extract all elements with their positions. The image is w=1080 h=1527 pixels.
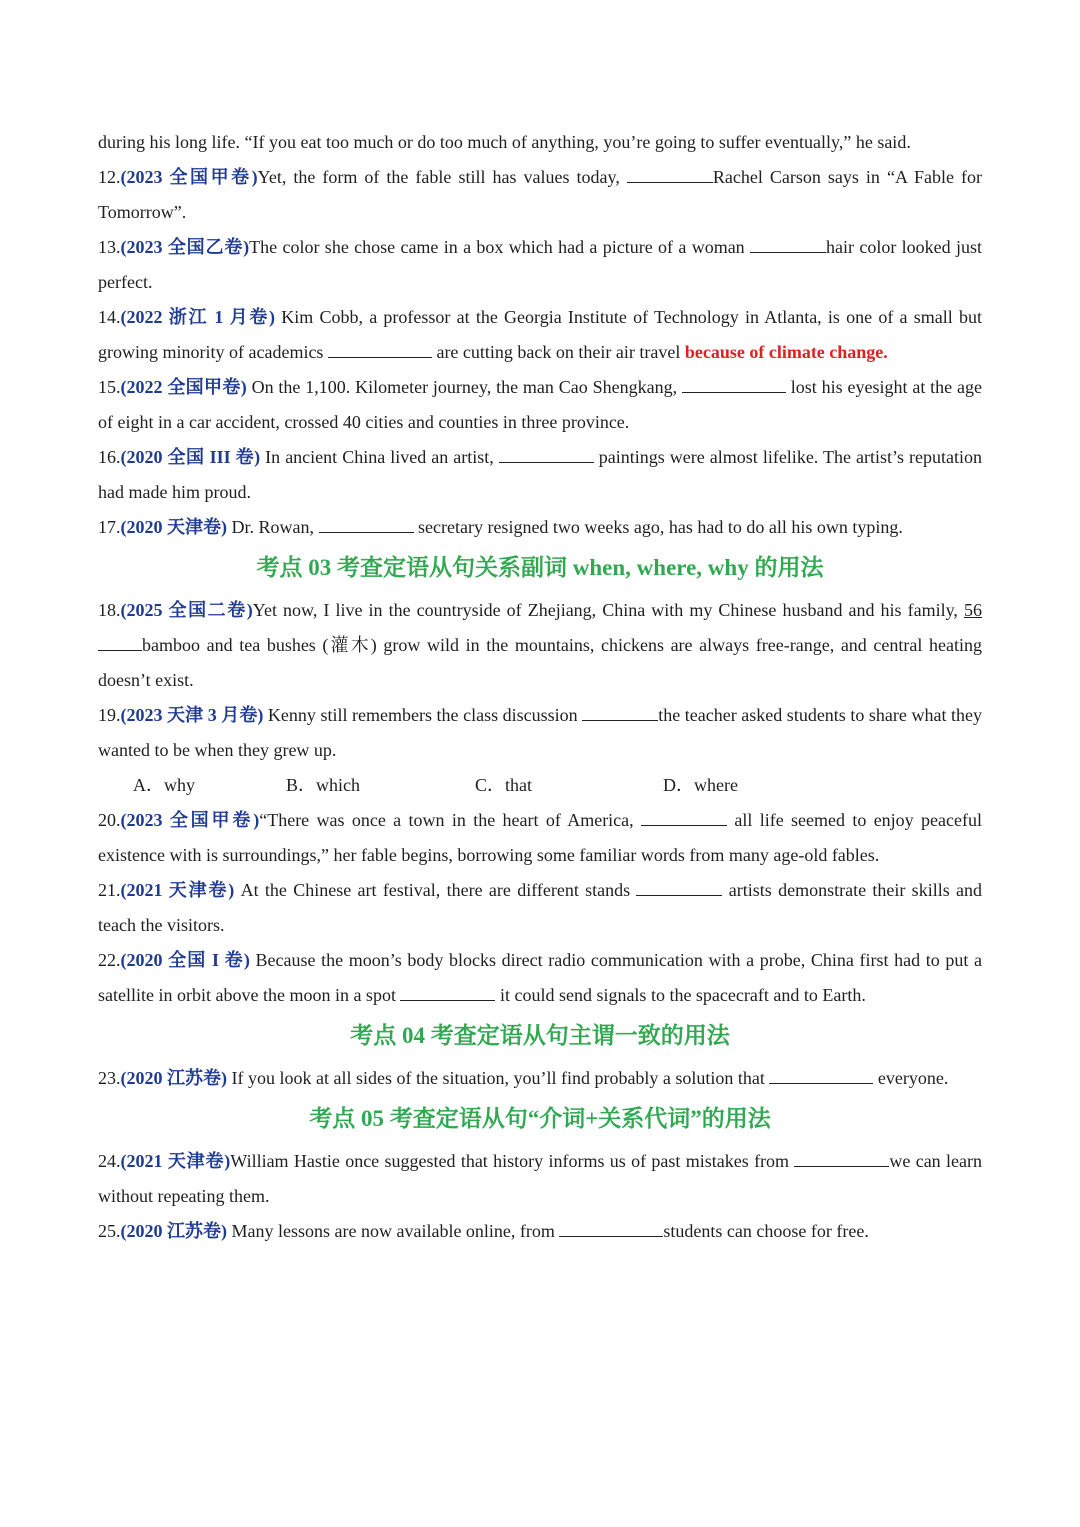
question-13: 13.(2023 全国乙卷)The color she chose came in a box which had a picture of a woman hair color looked just perfect.: [98, 230, 982, 300]
question-24: 24.(2021 天津卷)William Hastie once suggested that history informs us of past mistakes from we can learn without repeating them.: [98, 1144, 982, 1214]
answer-blank[interactable]: [98, 632, 142, 651]
question-17: 17.(2020 天津卷) Dr. Rowan, secretary resigned two weeks ago, has had to do all his own typing.: [98, 510, 982, 545]
answer-blank[interactable]: [328, 339, 432, 358]
section-heading-05: 考点 05 考查定语从句“介词+关系代词”的用法: [309, 1106, 771, 1131]
option-b[interactable]: B．which: [286, 775, 360, 795]
source-tag: (2022 全国甲卷): [120, 377, 247, 397]
question-23: 23.(2020 江苏卷) If you look at all sides of the situation, you’ll find probably a solution that everyone.: [98, 1061, 982, 1096]
source-tag: (2020 全国 I 卷): [120, 950, 250, 970]
question-19: 19.(2023 天津 3 月卷) Kenny still remembers the class discussion the teacher asked students to share what they wanted to be when they grew up.: [98, 698, 982, 768]
source-tag: (2020 江苏卷): [120, 1221, 227, 1241]
answer-blank[interactable]: [641, 807, 727, 826]
answer-blank[interactable]: [750, 234, 826, 253]
question-18: 18.(2025 全国二卷)Yet now, I live in the countryside of Zhejiang, China with my Chinese husband and his family, 56bamboo and tea bushes (灌木) grow wild in the mountains, chickens are always free-range, and central heating doesn’t exist.: [98, 600, 982, 690]
source-tag: (2020 全国 III 卷): [120, 447, 261, 467]
question-22: 22.(2020 全国 I 卷) Because the moon’s body blocks direct radio communication with a probe, China first had to put a satellite in orbit above the moon in a spot it could send signals to the spacecraft and to Earth.: [98, 950, 982, 1005]
source-tag: (2020 江苏卷): [120, 1068, 227, 1088]
answer-blank[interactable]: [559, 1218, 663, 1237]
highlight-text: because of climate change.: [684, 342, 888, 362]
answer-blank[interactable]: [794, 1148, 889, 1167]
answer-blank[interactable]: [769, 1065, 873, 1084]
answer-blank[interactable]: [319, 514, 414, 533]
source-tag: (2023 全国乙卷): [120, 237, 250, 257]
source-tag: (2022 浙江 1 月卷): [120, 307, 276, 327]
worksheet-page: [98, 125, 982, 1249]
question-15: 15.(2022 全国甲卷) On the 1,100. Kilometer journey, the man Cao Shengkang, lost his eyesight at the age of eight in a car accident, crossed 40 cities and counties in three province.: [98, 370, 982, 440]
option-c[interactable]: C．that: [475, 775, 532, 795]
source-tag: (2021 天津卷): [120, 1151, 231, 1171]
source-tag: (2020 天津卷): [120, 517, 227, 537]
answer-blank[interactable]: [682, 374, 786, 393]
section-heading-03: 考点 03 考查定语从句关系副词 when, where, why 的用法: [256, 555, 824, 580]
source-tag: (2025 全国二卷): [120, 600, 253, 620]
question-21: 21.(2021 天津卷) At the Chinese art festival, there are different stands artists demonstrate their skills and teach the visitors.: [98, 873, 982, 943]
question-20: 20.(2023 全国甲卷)“There was once a town in the heart of America, all life seemed to enjoy peaceful existence with is surroundings,” her fable begins, borrowing some familiar words from many age-old fables.: [98, 803, 982, 873]
section-heading-04: 考点 04 考查定语从句主谓一致的用法: [350, 1023, 730, 1048]
question-12: 12.(2023 全国甲卷)Yet, the form of the fable still has values today, Rachel Carson says in “A Fable for Tomorrow”.: [98, 160, 982, 230]
answer-blank[interactable]: [582, 702, 658, 721]
question-14: 14.(2022 浙江 1 月卷) Kim Cobb, a professor at the Georgia Institute of Technology in Atlanta, is one of a small but growing minority of academics are cutting back on their air travel because of climate change.: [98, 307, 982, 362]
blank-number: 56: [964, 600, 982, 620]
answer-blank[interactable]: [400, 982, 495, 1001]
answer-blank[interactable]: [627, 164, 713, 183]
source-tag: (2023 全国甲卷): [120, 167, 258, 187]
question-16: 16.(2020 全国 III 卷) In ancient China lived an artist, paintings were almost lifelike. The artist’s reputation had made him proud.: [98, 440, 982, 510]
answer-blank[interactable]: [636, 877, 722, 896]
question-25: 25.(2020 江苏卷) Many lessons are now available online, from students can choose for free.: [98, 1214, 982, 1249]
source-tag: (2021 天津卷): [120, 880, 235, 900]
answer-blank[interactable]: [499, 444, 594, 463]
source-tag: (2023 全国甲卷): [120, 810, 260, 830]
continuation-text: during his long life. “If you eat too much or do too much of anything, you’re going to suffer eventually,” he said.: [98, 132, 911, 152]
answer-options: [98, 768, 982, 803]
option-a[interactable]: A．why: [133, 775, 195, 795]
option-d[interactable]: D．where: [663, 775, 738, 795]
source-tag: (2023 天津 3 月卷): [120, 705, 264, 725]
